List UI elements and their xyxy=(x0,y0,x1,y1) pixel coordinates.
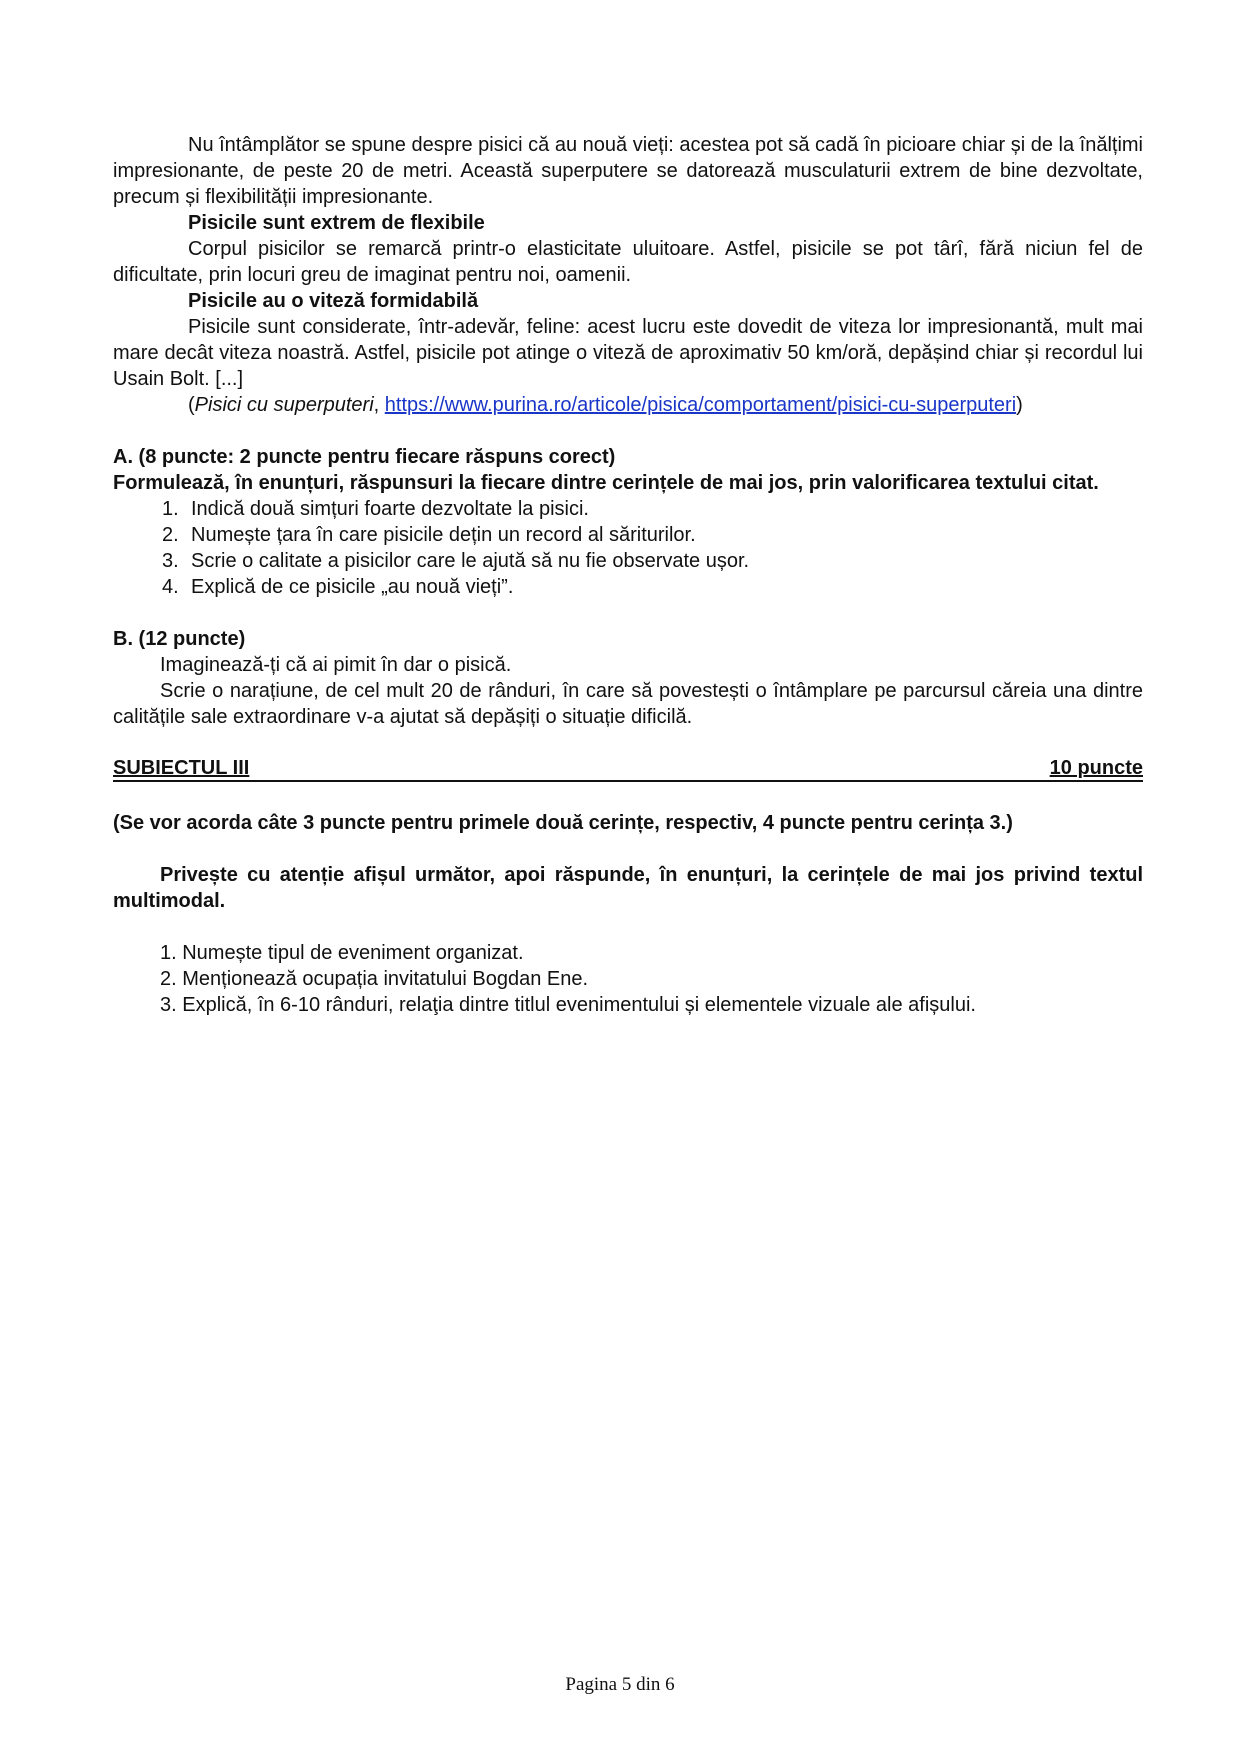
list-item xyxy=(113,548,1143,574)
part-b-line: Imaginează-ți că ai pimit în dar o pisică. xyxy=(160,654,512,676)
list-item xyxy=(113,574,1143,600)
list-item: 1. Numește tipul de eveniment organizat. xyxy=(160,942,524,964)
item-number: 2. xyxy=(162,524,179,546)
source-title: Pisici cu superputeri xyxy=(194,394,374,416)
item-text: Explică de ce pisicile „au nouă vieți”. xyxy=(191,576,514,598)
item-number: 4. xyxy=(162,576,179,598)
paragraph: Nu întâmplător se spune despre pisici că au nouă vieți: acestea pot să cadă în picioare chiar și de la înălțimi impresionante, de peste 20 de metri. Această superputere se datorează musculaturii extrem de bine dezvoltate, precum și flexibilității impresionante. xyxy=(113,134,1143,208)
paren: ) xyxy=(1016,394,1023,416)
separator: , xyxy=(373,394,385,416)
subject-title: SUBIECTUL III xyxy=(113,757,250,779)
item-number: 1. xyxy=(162,498,179,520)
part-b-task: Scrie o narațiune, de cel mult 20 de rânduri, în care să povestești o întâmplare pe parcursul căreia una dintre calitățile sale extraordinare v-a ajutat să depășiți o situație dificilă. xyxy=(113,680,1143,728)
page-number: Pagina 5 din 6 xyxy=(565,1674,675,1695)
item-text: Numește țara în care pisicile dețin un record al săriturilor. xyxy=(191,524,696,546)
paren: ( xyxy=(188,394,195,416)
scoring-note: (Se vor acorda câte 3 puncte pentru primele două cerințe, respectiv, 4 puncte pentru cerința 3.) xyxy=(113,812,1013,834)
document-body xyxy=(113,132,1143,1018)
list-item: 3. Explică, în 6-10 rânduri, relaţia dintre titlul evenimentului și elementele vizuale ale afișului. xyxy=(160,994,976,1016)
paragraph: Pisicile sunt considerate, într-adevăr, feline: acest lucru este dovedit de viteza lor impresionantă, mult mai mare decât viteza noastră. Astfel, pisicile pot atinge o viteză de aproximativ 50 km/oră, depășind chiar și recordul lui Usain Bolt. [...] xyxy=(113,316,1143,390)
item-text: Scrie o calitate a pisicilor care le ajută să nu fie observate ușor. xyxy=(191,550,750,572)
list-item xyxy=(113,522,1143,548)
subject-points: 10 puncte xyxy=(1049,757,1143,779)
list-item: 2. Menționează ocupația invitatului Bogdan Ene. xyxy=(160,968,589,990)
paragraph: Corpul pisicilor se remarcă printr-o elasticitate uluitoare. Astfel, pisicile se pot târî, fără niciun fel de dificultate, prin locuri greu de imaginat pentru noi, oamenii. xyxy=(113,238,1143,286)
item-number: 3. xyxy=(162,550,179,572)
item-text: Indică două simțuri foarte dezvoltate la pisici. xyxy=(191,498,589,520)
subject-header xyxy=(113,756,1143,782)
source-link[interactable]: https://www.purina.ro/articole/pisica/comportament/pisici-cu-superputeri xyxy=(384,394,1017,416)
subheading: Pisicile sunt extrem de flexibile xyxy=(188,212,485,234)
list-item xyxy=(113,496,1143,522)
source-citation xyxy=(113,392,1143,418)
part-a-instruction: Formulează, în enunțuri, răspunsuri la fiecare dintre cerințele de mai jos, prin valorificarea textului citat. xyxy=(113,472,1099,494)
part-a-title: A. (8 puncte: 2 puncte pentru fiecare răspuns corect) xyxy=(113,446,616,468)
subheading: Pisicile au o viteză formidabilă xyxy=(188,290,479,312)
subject-instruction: Privește cu atenție afișul următor, apoi răspunde, în enunțuri, la cerințele de mai jos privind textul multimodal. xyxy=(113,864,1143,912)
part-b-title: B. (12 puncte) xyxy=(113,628,246,650)
